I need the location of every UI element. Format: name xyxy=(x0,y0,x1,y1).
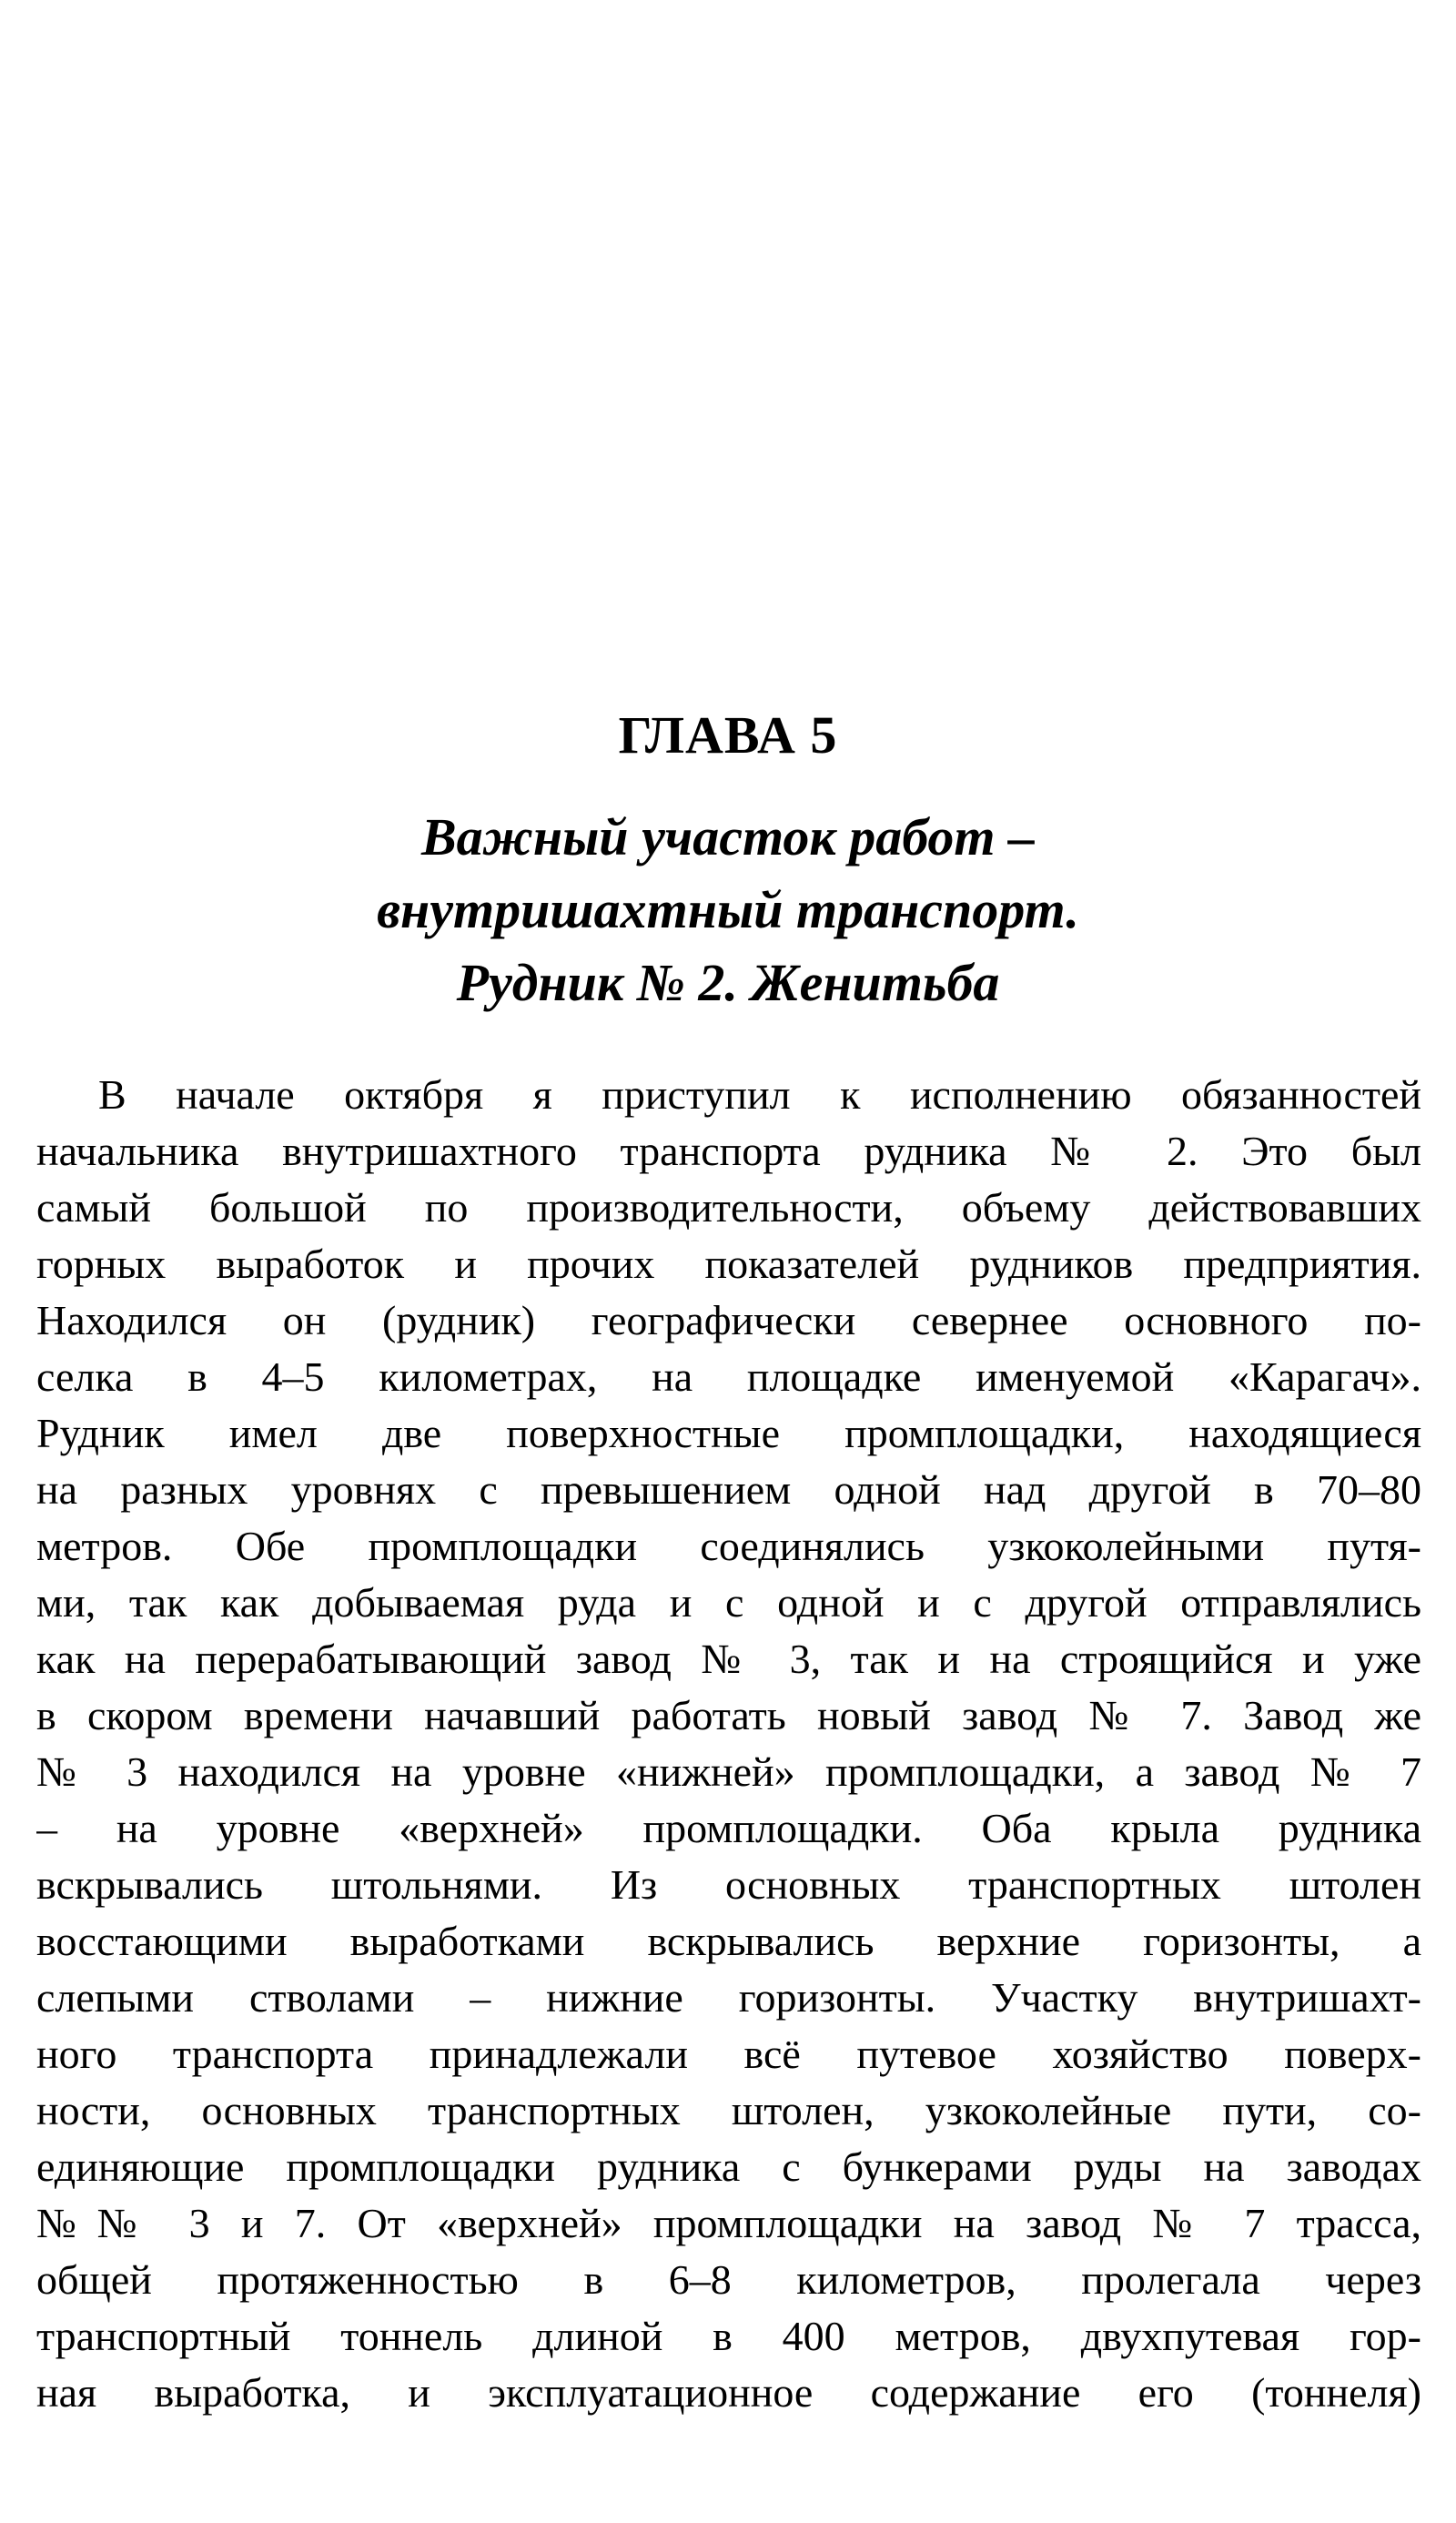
text-line: селка в 4–5 километрах, на площадке именуемой «Карагач». xyxy=(36,1353,1421,1400)
text-line: начальника внутришахтного транспорта рудника № 2. Это был xyxy=(36,1128,1421,1174)
chapter-subtitle xyxy=(0,801,1456,1019)
chapter-body-paragraph xyxy=(36,1067,1421,2421)
text-line: единяющие промплощадки рудника с бункерами руды на заводах xyxy=(36,2143,1421,2190)
text-line: Находился он (рудник) географически севернее основного по- xyxy=(36,1297,1421,1343)
text-line: ности, основных транспортных штолен, узкоколейные пути, со- xyxy=(36,2087,1421,2133)
text-line: №№ 3 и 7. От «верхней» промплощадки на завод № 7 трасса, xyxy=(36,2200,1421,2246)
text-line: вскрывались штольнями. Из основных транспортных штолен xyxy=(36,1861,1421,1908)
text-line: ми, так как добываемая руда и с одной и с другой отправлялись xyxy=(36,1579,1421,1626)
text-line: – на уровне «верхней» промплощадки. Оба крыла рудника xyxy=(36,1805,1421,1851)
text-line: транспортный тоннель длиной в 400 метров, двухпутевая гор- xyxy=(36,2313,1421,2359)
text-line: Рудник имел две поверхностные промплощадки, находящиеся xyxy=(36,1410,1421,1456)
chapter-title: ГЛАВА 5 xyxy=(618,705,838,765)
text-line: как на перерабатывающий завод № 3, так и на строящийся и уже xyxy=(36,1636,1421,1682)
text-line: на разных уровнях с превышением одной над другой в 70–80 xyxy=(36,1466,1421,1513)
text-line: ного транспорта принадлежали всё путевое хозяйство поверх- xyxy=(36,2031,1421,2077)
subtitle-line: Рудник № 2. Женитьба xyxy=(456,953,1000,1012)
text-line: в скором времени начавший работать новый завод № 7. Завод же xyxy=(36,1692,1421,1738)
text-line: общей протяженностью в 6–8 километров, пролегала через xyxy=(36,2256,1421,2303)
text-line: метров. Обе промплощадки соединялись узкоколейными путя- xyxy=(36,1523,1421,1569)
text-line: слепыми стволами – нижние горизонты. Участку внутришахт- xyxy=(36,1974,1421,2021)
text-line: горных выработок и прочих показателей рудников предприятия. xyxy=(36,1241,1421,1287)
text-line: В начале октября я приступил к исполнению обязанностей xyxy=(98,1071,1421,1118)
subtitle-line: внутришахтный транспорт. xyxy=(377,880,1079,939)
subtitle-line: Важный участок работ – xyxy=(420,807,1036,866)
text-line: № 3 находился на уровне «нижней» промплощадки, а завод № 7 xyxy=(36,1748,1421,1795)
text-line: восстающими выработками вскрывались верхние горизонты, а xyxy=(36,1918,1421,1964)
text-line: самый большой по производительности, объему действовавших xyxy=(36,1184,1421,1231)
text-line: ная выработка, и эксплуатационное содержание его (тоннеля) xyxy=(36,2369,1421,2416)
